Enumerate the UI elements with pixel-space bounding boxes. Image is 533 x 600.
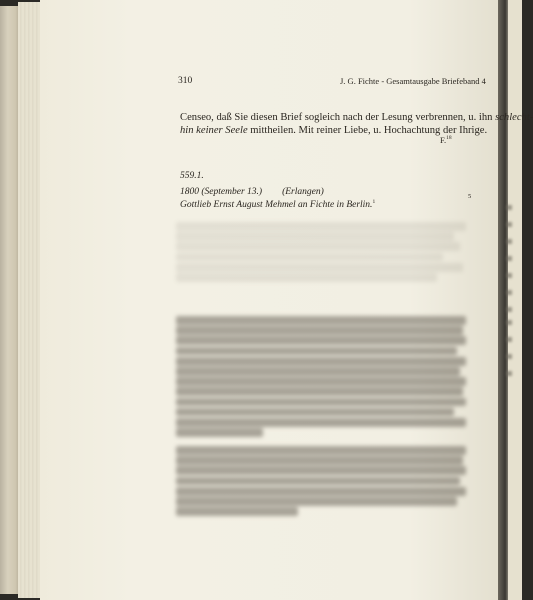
facing-page-margin-marks [506, 205, 516, 324]
signature-note-ref: 18 [446, 135, 452, 142]
blurred-body-text [176, 222, 466, 283]
signature-text: F. [440, 135, 447, 145]
letter-line-1-italic: schlecht- [495, 112, 533, 123]
letter-line-2-italic: hin keiner Seele [180, 125, 248, 136]
blurred-footnote-block-1 [176, 316, 466, 438]
entry-place: (Erlangen) [282, 187, 324, 197]
facing-page-margin-marks-lower [506, 320, 516, 388]
entry-number: 559.1. [180, 171, 204, 181]
entry-heading-text: Gottlieb Ernst August Mehmel an Fichte in Berlin. [180, 200, 373, 211]
entry-date-line [180, 187, 324, 197]
margin-line-number: 5 [468, 193, 472, 200]
running-head: J. G. Fichte - Gesamtausgabe Briefeband 4 [340, 76, 486, 86]
letter-line-1-text: Censeo, daß Sie diesen Brief sogleich nach der Lesung verbrennen, u. ihn [180, 112, 496, 123]
signature [440, 135, 452, 145]
page-number: 310 [178, 76, 193, 86]
entry-heading-note-ref: 1 [372, 199, 376, 205]
entry-heading [180, 199, 375, 210]
blurred-footnote-block-2 [176, 446, 466, 517]
entry-date: 1800 (September 13.) [180, 187, 263, 197]
letter-line-2-text: mittheilen. Mit reiner Liebe, u. Hochachtung der Ihrige. [247, 125, 488, 136]
letter-line-1 [180, 112, 533, 123]
